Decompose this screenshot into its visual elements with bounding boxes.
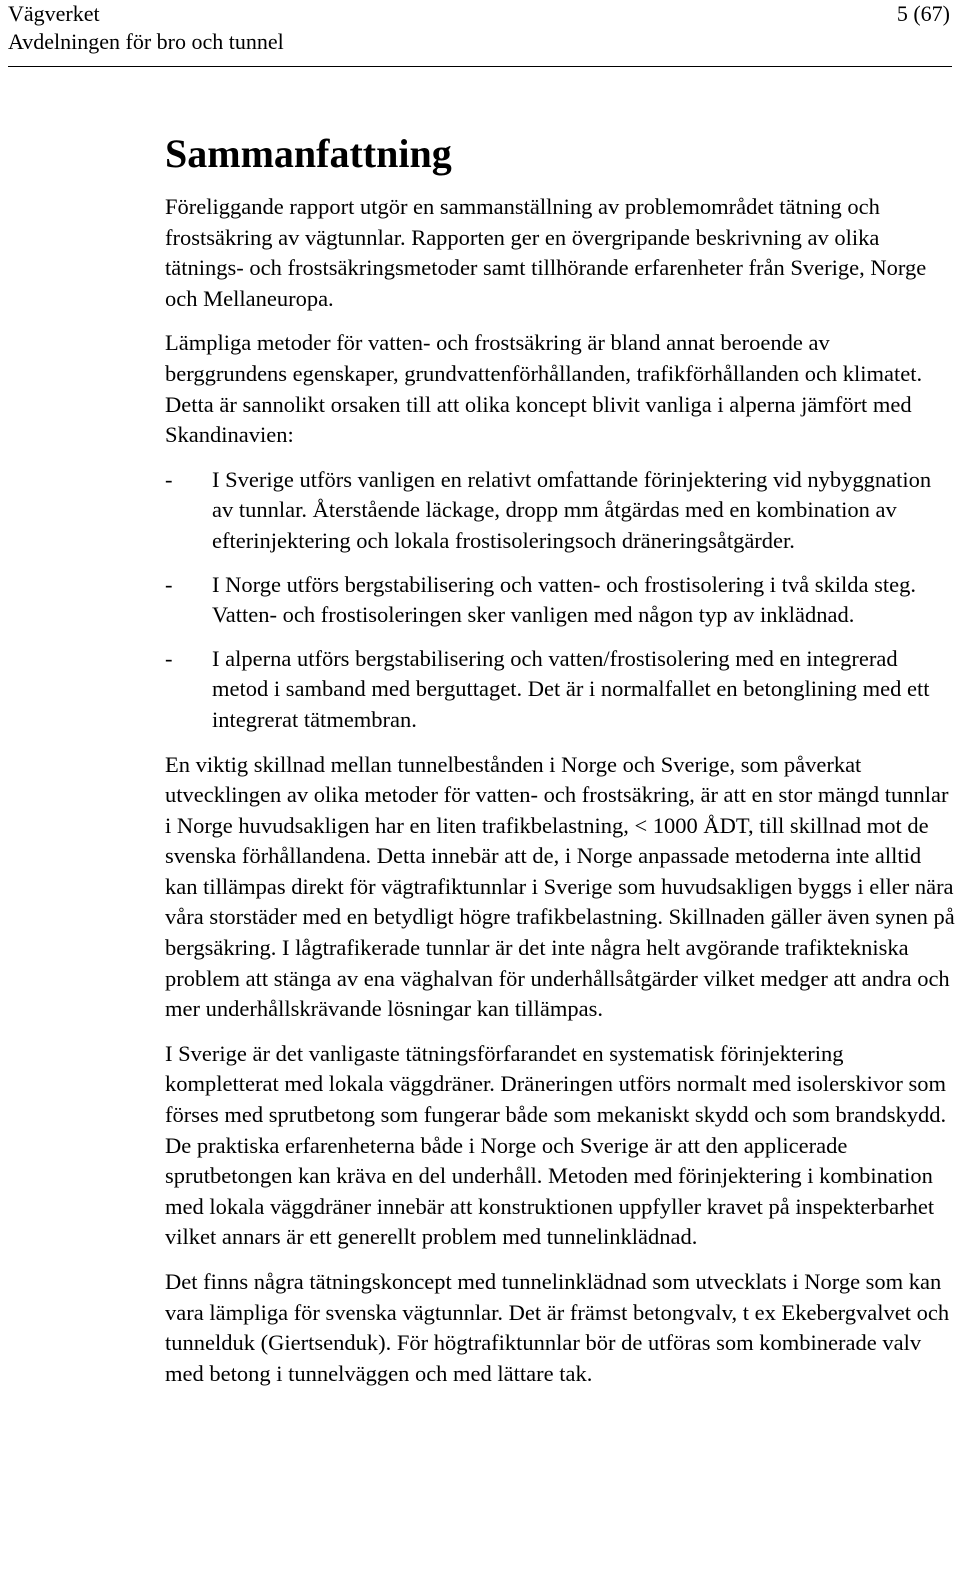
section-title: Sammanfattning [165,131,452,176]
list-item [165,465,955,557]
list-item-text: I alperna utförs bergstabilisering och vatten/frostisolering med en integrerad metod i samband med berguttaget. Det är i normalfallet en betonglining med ett integrerat tätmembran. [212,645,930,732]
paragraph-sweden: I Sverige är det vanligaste tätningsförfarandet en systematisk förinjektering kompletterat med lokala väggdräner. Dräneringen utförs normalt med isolerskivor som förses med sprutbetong som fungerar både som mekaniskt skydd och som brandskydd. De praktiska erfarenheterna både i Norge och Sverige är att den applicerade sprutbetongen kan kräva en del underhåll. Metoden med förinjektering i kombination med lokala väggdräner innebär att konstruktionen uppfyller kravet på inspekterbarhet vilket annars är ett generellt problem med tunnelinklädnad. [165,1040,947,1250]
list-item [165,570,955,631]
comparison-list [165,465,955,736]
paragraph-traffic: En viktig skillnad mellan tunnelbestånden i Norge och Sverige, som påverkat utvecklingen av olika metoder för vatten- och frostsäkring, är att en stor mängd tunnlar i Norge huvudsakligen har en liten trafikbelastning, < 1000 ÅDT, till skillnad mot de svenska förhållandena. Detta innebär att de, i Norge anpassade metoderna inte alltid kan tillämpas direkt för vägtrafiktunnlar i Sverige som huvudsakligen byggs i eller nära våra storstäder med en betydligt högre trafikbelastning. Skillnaden gäller även synen på bergsäkring. I lågtrafikerade tunnlar är det inte några helt avgörande trafiktekniska problem att stänga av ena väghalvan för underhållsåtgärder vilket medger att andra och mer underhållskrävande lösningar kan tillämpas. [165,751,955,1022]
list-item [165,644,955,736]
list-dash: - [165,466,173,492]
list-item-text: I Sverige utförs vanligen en relativt omfattande förinjektering vid nybyggnation av tunnlar. Återstående läckage, dropp mm åtgärdas med en kombination av efterinjektering och lokala frostisoleringsoch dräneringsåtgärder. [212,466,932,553]
paragraph-methods: Lämpliga metoder för vatten- och frostsäkring är bland annat beroende av berggrundens egenskaper, grundvattenförhållanden, trafikförhållanden och klimatet. Detta är sannolikt orsaken till att olika koncept blivit vanliga i alperna jämfört med Skandinavien: [165,330,923,448]
page-number: 5 (67) [896,1,950,26]
page-header [8,0,952,67]
document-body [165,128,955,1403]
paragraph-intro: Föreliggande rapport utgör en sammanställning av problemområdet tätning och frostsäkring av vägtunnlar. Rapporten ger en övergripande beskrivning av olika tätnings- och frostsäkringsmetoder samt tillhörande erfarenheter från Sverige, Norge och Mellaneuropa. [165,194,927,311]
list-dash: - [165,645,173,671]
organization-name: Vägverket [8,1,100,26]
list-item-text: I Norge utförs bergstabilisering och vatten- och frostisolering i två skilda steg. Vatten- och frostisoleringen sker vanligen med någon typ av inklädnad. [212,571,917,628]
department-name: Avdelningen för bro och tunnel [8,29,284,54]
list-dash: - [165,571,173,597]
paragraph-concepts: Det finns några tätningskoncept med tunnelinklädnad som utvecklats i Norge som kan vara lämpliga för svenska vägtunnlar. Det är främst betongvalv, t ex Ekebergvalvet och tunnelduk (Giertsenduk). För högtrafiktunnlar bör de utföras som kombinerade valv med betong i tunnelväggen och med lättare tak. [165,1269,950,1386]
